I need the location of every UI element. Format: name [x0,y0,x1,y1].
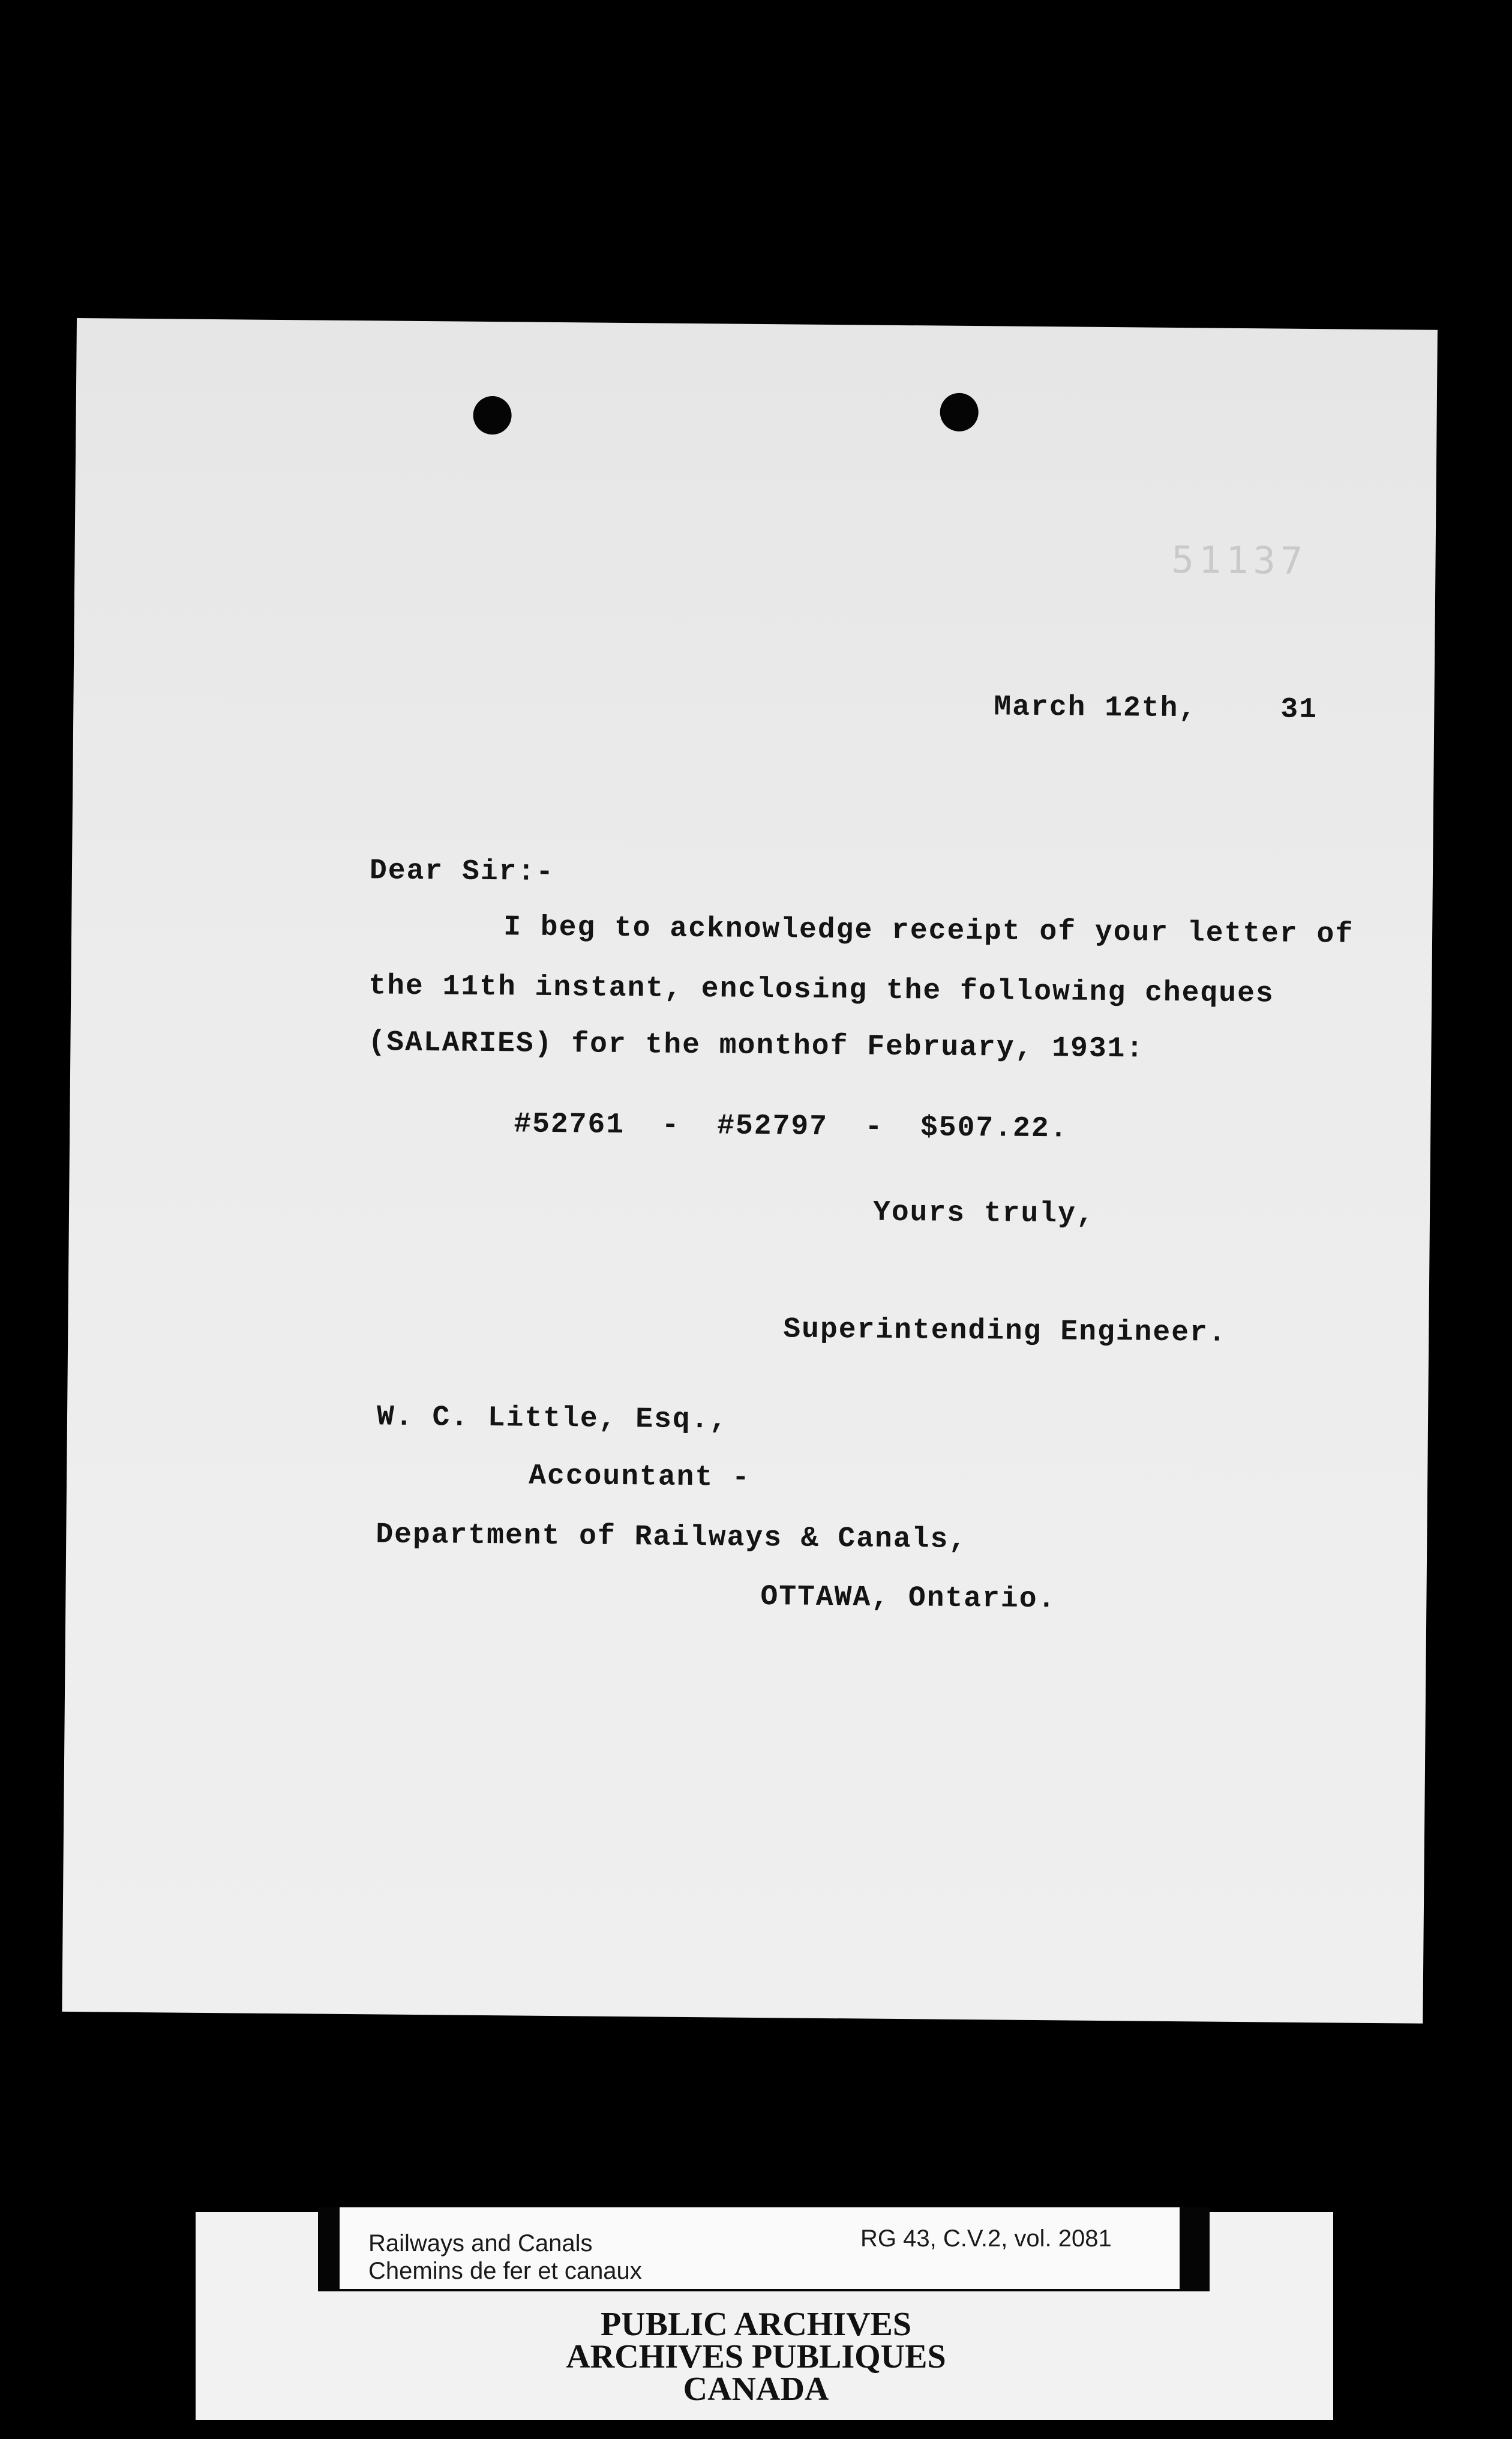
archives-country: CANADA [683,2371,829,2408]
letter-date: March 12th, [994,691,1198,726]
letter-page [62,318,1438,2024]
addressee-department: Department of Railways & Canals, [376,1518,968,1557]
body-line: the 11th instant, enclosing the following cheques [368,970,1274,1011]
addressee-name: W. C. Little, Esq., [376,1401,728,1437]
archives-title-en: PUBLIC ARCHIVES [600,2306,912,2343]
closing: Yours truly, [872,1196,1095,1231]
cheque-amounts: #52761 - #52797 - $507.22. [514,1108,1069,1146]
punch-hole [473,396,512,435]
addressee-city: OTTAWA, Ontario. [760,1581,1057,1616]
archives-title-fr: ARCHIVES PUBLIQUES [566,2338,946,2375]
archive-reference: RG 43, C.V.2, vol. 2081 [860,2225,1112,2252]
archive-reference-box [318,2207,1210,2291]
signature-title: Superintending Engineer. [783,1313,1227,1350]
addressee-title: Accountant - [528,1460,751,1494]
series-french: Chemins de fer et canaux [368,2258,642,2284]
body-line: I beg to acknowledge receipt of your letter of [503,911,1354,951]
series-english: Railways and Canals [368,2230,593,2257]
punch-hole [940,393,979,432]
salutation: Dear Sir:- [369,855,555,889]
body-line: (SALARIES) for the monthof February, 1931: [368,1026,1145,1066]
letter-date-year: 31 [1280,693,1318,727]
stamp-number: 51137 [1171,537,1308,583]
